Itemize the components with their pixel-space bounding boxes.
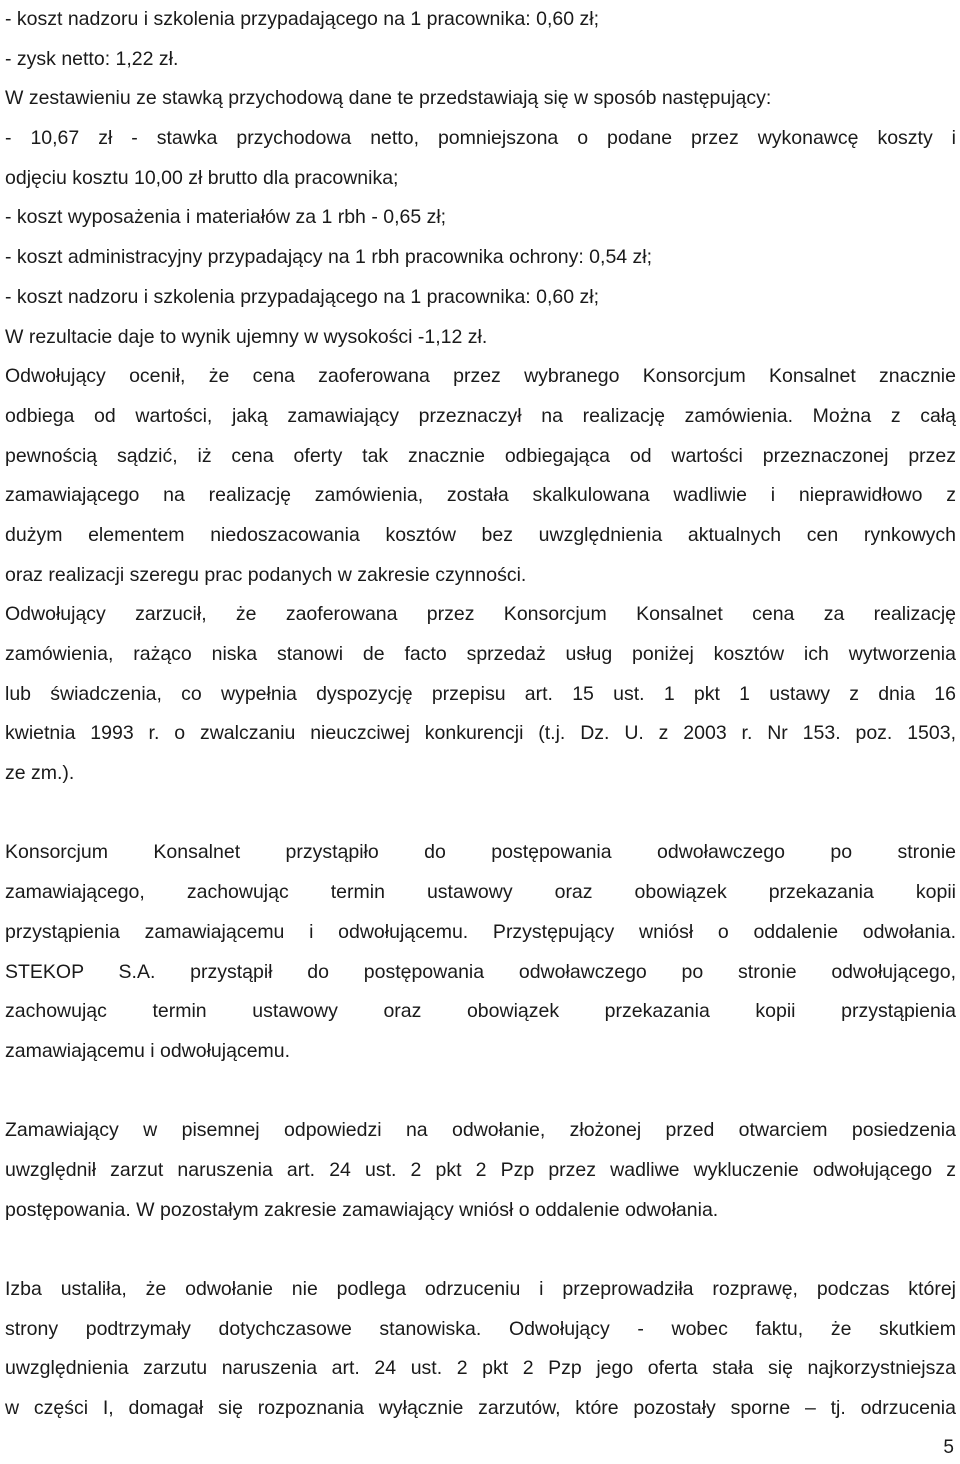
text-line: - koszt nadzoru i szkolenia przypadającego na 1 pracownika: 0,60 zł; <box>5 285 599 308</box>
text-line: W zestawieniu ze stawką przychodową dane te przedstawiają się w sposób następujący: <box>5 87 772 110</box>
text-line: odbiega od wartości, jaką zamawiający przeznaczył na realizację zamówienia. Można z całą <box>5 404 956 427</box>
text-line: Konsorcjum Konsalnet przystąpiło do postępowania odwoławczego po stronie <box>5 841 956 864</box>
page-number: 5 <box>943 1437 954 1458</box>
text-line: ze zm.). <box>5 762 75 785</box>
text-line: - koszt nadzoru i szkolenia przypadającego na 1 pracownika: 0,60 zł; <box>5 8 599 30</box>
text-line: dużym elementem niedoszacowania kosztów bez uwzględnienia aktualnych cen rynkowych <box>5 523 956 546</box>
text-line: W rezultacie daje to wynik ujemny w wysokości -1,12 zł. <box>5 325 488 348</box>
paragraph-gap <box>5 1072 956 1112</box>
text-line: Zamawiający w pisemnej odpowiedzi na odwołanie, złożonej przed otwarciem posiedzenia <box>5 1119 956 1142</box>
text-line: zamawiającego, zachowując termin ustawowy oraz obowiązek przekazania kopii <box>5 881 956 904</box>
text-line: lub świadczenia, co wypełnia dyspozycję przepisu art. 15 ust. 1 pkt 1 ustawy z dnia 16 <box>5 682 956 705</box>
paragraph-gap <box>5 1230 956 1270</box>
text-line: - koszt administracyjny przypadający na 1 rbh pracownika ochrony: 0,54 zł; <box>5 246 653 269</box>
text-line: zamówienia, rażąco niska stanowi de facto sprzedaż usług poniżej kosztów ich wytworzenia <box>5 643 956 665</box>
text-line: uwzględnił zarzut naruszenia art. 24 ust. 2 pkt 2 Pzp przez wadliwe wykluczenie odwołującego z <box>5 1158 956 1181</box>
text-line: przystąpienia zamawiającemu i odwołującemu. Przystępujący wniósł o oddalenie odwołania. <box>5 920 956 943</box>
paragraph-gap <box>5 794 956 834</box>
text-line: uwzględnienia zarzutu naruszenia art. 24 ust. 2 pkt 2 Pzp jego oferta stała się najkorzystniejsza <box>5 1357 956 1380</box>
text-line: Odwołujący ocenił, że cena zaoferowana przez wybranego Konsorcjum Konsalnet znacznie <box>5 365 956 388</box>
text-line: odjęciu kosztu 10,00 zł brutto dla pracownika; <box>5 166 399 189</box>
text-line: Odwołujący zarzucił, że zaoferowana przez Konsorcjum Konsalnet cena za realizację <box>5 603 956 626</box>
document-body <box>5 0 956 1429</box>
text-line: pewnością sądzić, iż cena oferty tak znacznie odbiegająca od wartości przeznaczonej przez <box>5 444 956 467</box>
text-line: - koszt wyposażenia i materiałów za 1 rbh - 0,65 zł; <box>5 206 447 229</box>
text-line: oraz realizacji szeregu prac podanych w zakresie czynności. <box>5 563 527 586</box>
text-line: zachowując termin ustawowy oraz obowiązek przekazania kopii przystąpienia <box>5 1000 956 1023</box>
text-line: postępowania. W pozostałym zakresie zamawiający wniósł o oddalenie odwołania. <box>5 1198 719 1221</box>
text-line: STEKOP S.A. przystąpił do postępowania odwoławczego po stronie odwołującego, <box>5 960 956 983</box>
text-line: zamawiającego na realizację zamówienia, została skalkulowana wadliwie i nieprawidłowo z <box>5 484 956 507</box>
text-line: zamawiającemu i odwołującemu. <box>5 1039 291 1062</box>
text-line: strony podtrzymały dotychczasowe stanowiska. Odwołujący - wobec faktu, że skutkiem <box>5 1317 956 1340</box>
text-line: - zysk netto: 1,22 zł. <box>5 47 179 70</box>
text-line: w części I, domagał się rozpoznania wyłącznie zarzutów, które pozostały sporne – tj. odrzucenia <box>5 1397 956 1420</box>
text-line: - 10,67 zł - stawka przychodowa netto, pomniejszona o podane przez wykonawcę koszty i <box>5 127 956 150</box>
text-line: Izba ustaliła, że odwołanie nie podlega odrzuceniu i przeprowadziła rozprawę, podczas której <box>5 1278 956 1300</box>
text-line: kwietnia 1993 r. o zwalczaniu nieuczciwej konkurencji (t.j. Dz. U. z 2003 r. Nr 153. poz. 1503, <box>5 722 956 745</box>
